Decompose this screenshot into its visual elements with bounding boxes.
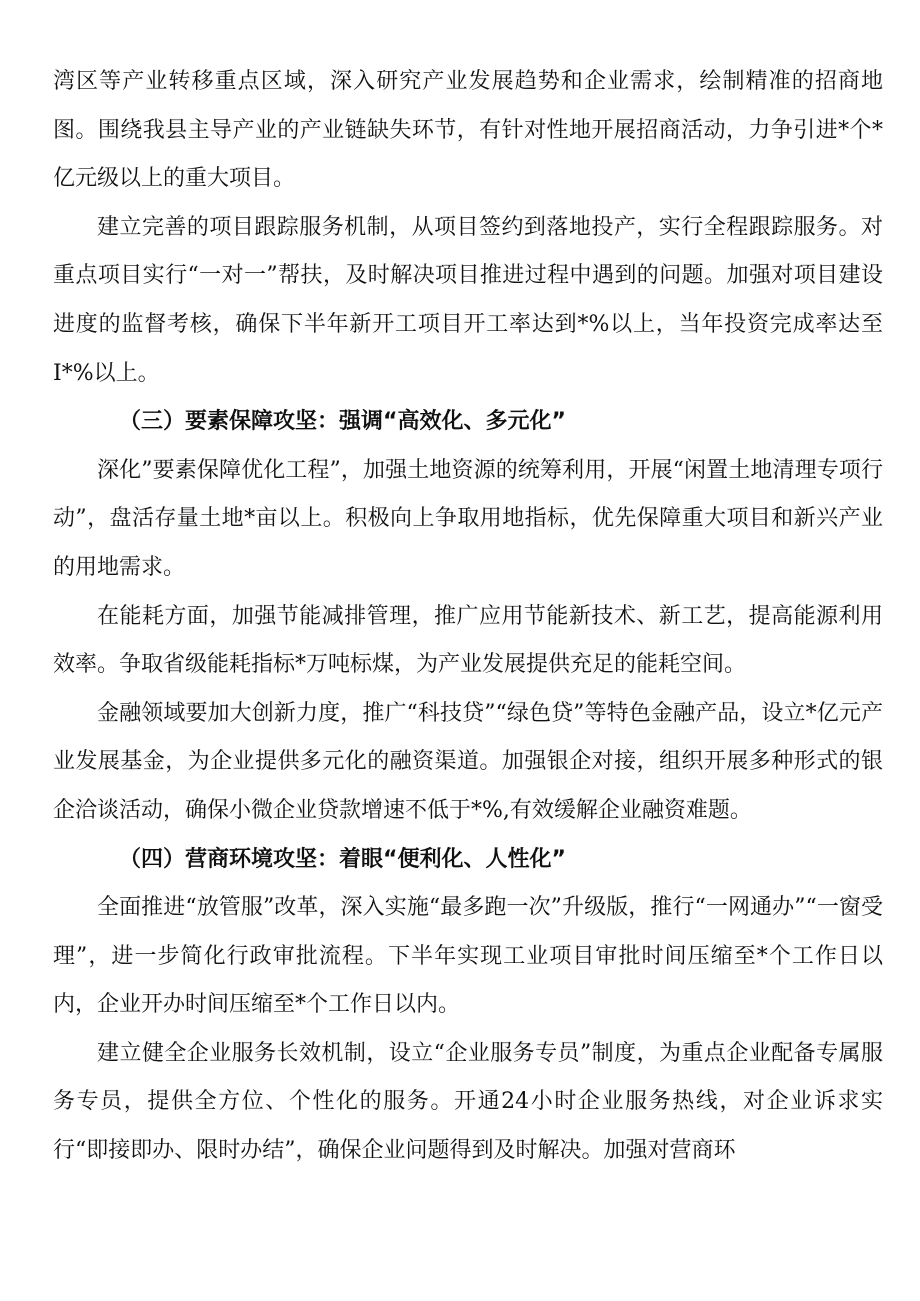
paragraph-land-resources: 深化”要素保障优化工程”，加强土地资源的统筹利用，开展“闲置土地清理专项行动”，盘活存量土地*亩以上。积极向上争取用地指标，优先保障重大项目和新兴产业的用地需求。 [53,457,883,580]
document-page [53,58,883,1176]
paragraph-enterprise-service: 建立健全企业服务长效机制，设立“企业服务专员”制度，为重点企业配备专属服务专员，提供全方位、个性化的服务。开通24小时企业服务热线，对企业诉求实行“即接即办、限时办结”，确保企业问题得到及时解决。加强对营商环 [53,1040,883,1164]
paragraph-investment-map: 湾区等产业转移重点区域，深入研究产业发展趋势和企业需求，绘制精准的招商地图。围绕我县主导产业的产业链缺失环节，有针对性地开展招商活动，力争引进*个*亿元级以上的重大项目。 [53,69,883,192]
paragraph-project-tracking: 建立完善的项目跟踪服务机制，从项目签约到落地投产，实行全程跟踪服务。对重点项目实行“一对一”帮扶，及时解决项目推进过程中遇到的问题。加强对项目建设进度的监督考核，确保下半年新开工项目开工率达到*%以上，当年投资完成率达至I*%以上。 [53,214,883,386]
section-heading-factor-guarantee: （三）要素保障攻坚：强调“高效化、多元化” [119,409,566,435]
paragraph-reform: 全面推进“放管服”改革，深入实施“最多跑一次”升级版，推行“一网通办”“一窗受理”，进一步简化行政审批流程。下半年实现工业项目审批时间压缩至*个工作日以内，企业开办时间压缩至*个工作日以内。 [53,895,883,1018]
section-heading-business-environment: （四）营商环境攻坚：着眼“便利化、人性化” [119,846,566,872]
paragraph-energy: 在能耗方面，加强节能减排管理，推广应用节能新技术、新工艺，提高能源利用效率。争取省级能耗指标*万吨标煤，为产业发展提供充足的能耗空间。 [53,603,883,678]
paragraph-finance: 金融领域要加大创新力度，推广“科技贷”“绿色贷”等特色金融产品，设立*亿元产业发展基金，为企业提供多元化的融资渠道。加强银企对接，组织开展多种形式的银企洽谈活动，确保小微企业贷款增速不低于*%,有效缓解企业融资难题。 [53,700,883,823]
